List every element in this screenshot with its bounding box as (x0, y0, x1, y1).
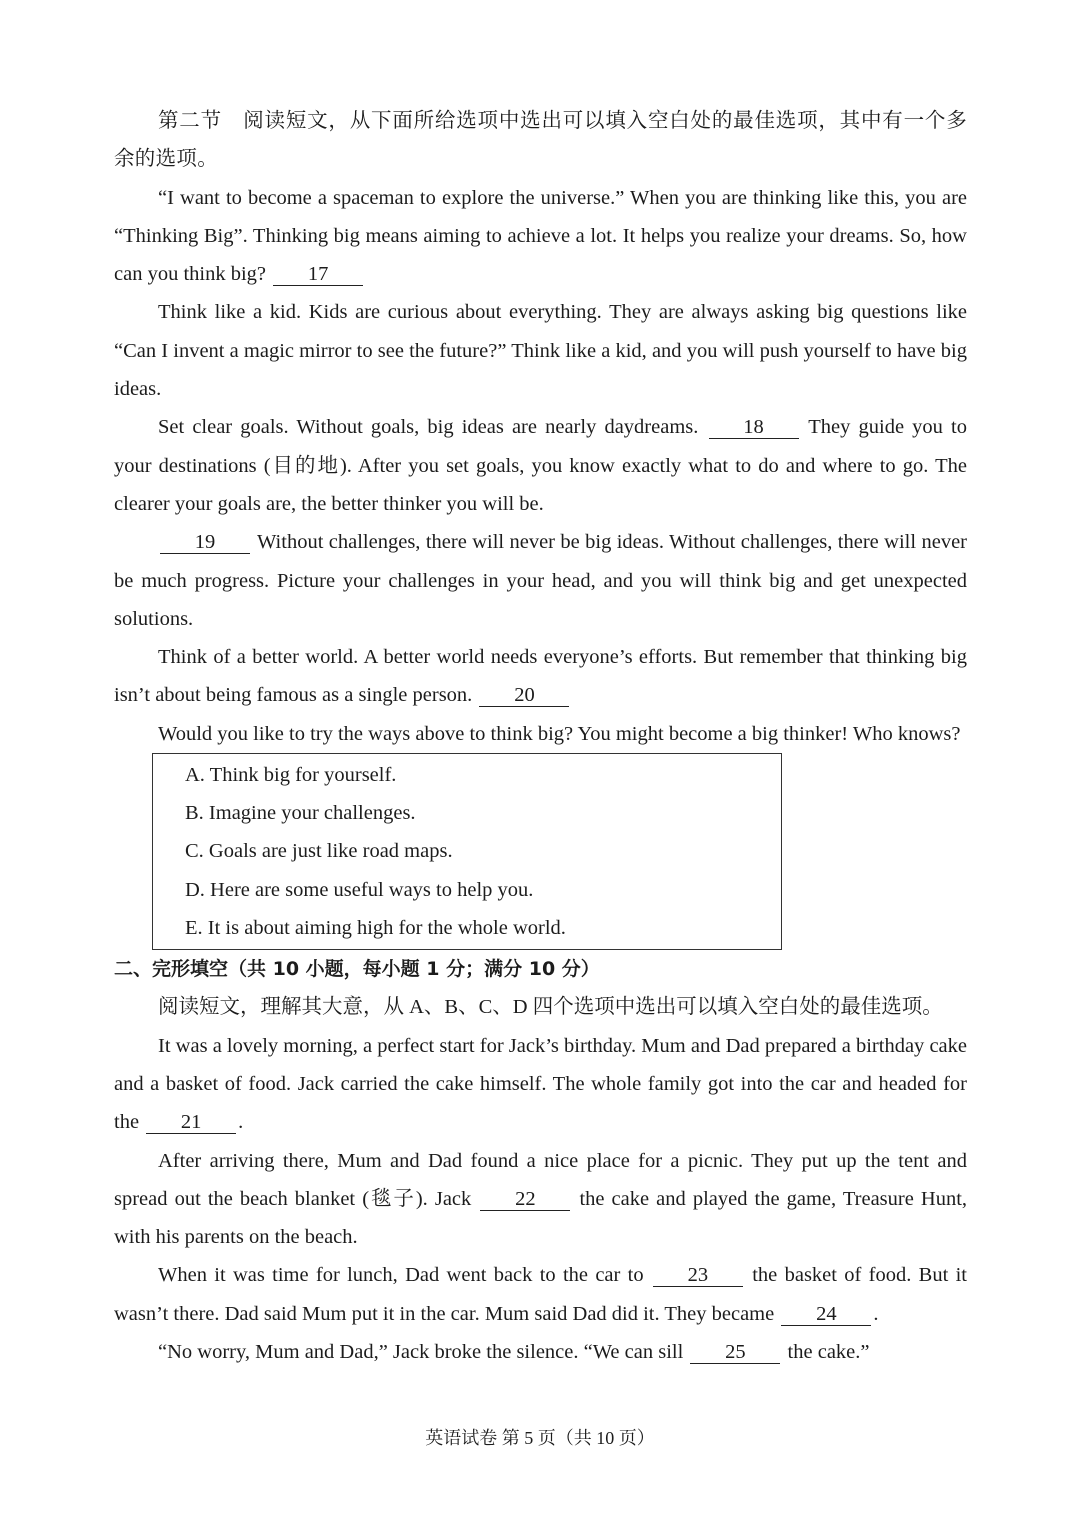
part2-instruction: 阅读短文，理解其大意，从 A、B、C、D 四个选项中选出可以填入空白处的最佳选项。 (158, 996, 943, 1019)
page-body (114, 102, 967, 1371)
blank-17[interactable]: 17 (273, 263, 363, 286)
paragraph-text: the basket of food. But it wasn’t there. Dad said Mum put it in the car. Mum said Dad did it. They became (114, 1264, 967, 1325)
blank-18[interactable]: 18 (709, 416, 799, 439)
page-footer: 英语试卷 第 5 页（共 10 页） (425, 1428, 655, 1448)
passage-paragraph-3 (114, 408, 967, 523)
blank-25[interactable]: 25 (690, 1341, 780, 1364)
paragraph-text: “No worry, Mum and Dad,” Jack broke the silence. “We can sill (158, 1341, 684, 1364)
part2-heading: 二、完形填空（共 10 小题，每小题 1 分；满分 10 分） (114, 958, 600, 981)
paragraph-text: After arriving there, Mum and Dad found a nice place for a picnic. They put up the tent and spread out the beach blanket (毯子). Jack (114, 1149, 967, 1210)
paragraph-text: “I want to become a spaceman to explore the universe.” When you are thinking like this, you are “Thinking Big”. Thinking big means aiming to achieve a lot. It helps you realize your dreams. So, how can you think big? (114, 186, 967, 286)
paragraph-text: the cake and played the game, Treasure Hunt, with his parents on the beach. (114, 1187, 968, 1249)
passage-paragraph-2: Think like a kid. Kids are curious about everything. They are always asking big questions like “Can I invent a magic mirror to see the future?” Think like a kid, and you will push yourself to have big ideas. (114, 301, 967, 401)
cloze-paragraph-4 (114, 1333, 967, 1371)
cloze-paragraph-2 (114, 1142, 967, 1257)
paragraph-text: They guide you to your destinations (目的地). After you set goals, you know exactly what to do and where to go. The clearer your goals are, the better thinker you will be. (114, 416, 967, 515)
options-box (152, 753, 782, 950)
paragraph-text: . (238, 1111, 244, 1134)
option-e[interactable]: E. It is about aiming high for the whole world. (185, 916, 566, 939)
passage-paragraph-6: Would you like to try the ways above to think big? You might become a big thinker! Who knows? (158, 722, 961, 745)
option-d[interactable]: D. Here are some useful ways to help you. (185, 878, 534, 901)
option-b[interactable]: B. Imagine your challenges. (185, 802, 416, 825)
blank-23[interactable]: 23 (653, 1264, 743, 1287)
paragraph-text: Think of a better world. A better world needs everyone’s efforts. But remember that thinking big isn’t about being famous as a single person. (114, 646, 967, 707)
blank-19[interactable]: 19 (160, 531, 250, 554)
blank-22[interactable]: 22 (480, 1188, 570, 1211)
section2-heading: 第二节 阅读短文，从下面所给选项中选出可以填入空白处的最佳选项，其中有一个多余的选项。 (114, 110, 967, 171)
paragraph-text: . (873, 1302, 879, 1325)
cloze-paragraph-3 (114, 1256, 967, 1333)
passage-paragraph-1 (114, 179, 967, 294)
paragraph-text: the cake.” (787, 1341, 870, 1364)
paragraph-text: Without challenges, there will never be big ideas. Without challenges, there will never be much progress. Picture your challenges in your head, and you will think big and get unexpected solutions. (114, 531, 967, 630)
blank-21[interactable]: 21 (146, 1111, 236, 1134)
paragraph-text: When it was time for lunch, Dad went back to the car to (158, 1264, 644, 1287)
paragraph-text: Set clear goals. Without goals, big ideas are nearly daydreams. (158, 416, 699, 439)
cloze-paragraph-1 (114, 1027, 967, 1142)
blank-20[interactable]: 20 (479, 684, 569, 707)
blank-24[interactable]: 24 (781, 1303, 871, 1326)
passage-paragraph-4 (114, 523, 967, 638)
paragraph-text: It was a lovely morning, a perfect start for Jack’s birthday. Mum and Dad prepared a birthday cake and a basket of food. Jack carried the cake himself. The whole family got into the car and headed for the (114, 1034, 967, 1134)
passage-paragraph-5 (114, 638, 967, 715)
option-c[interactable]: C. Goals are just like road maps. (185, 840, 453, 863)
option-a[interactable]: A. Think big for yourself. (185, 764, 397, 787)
